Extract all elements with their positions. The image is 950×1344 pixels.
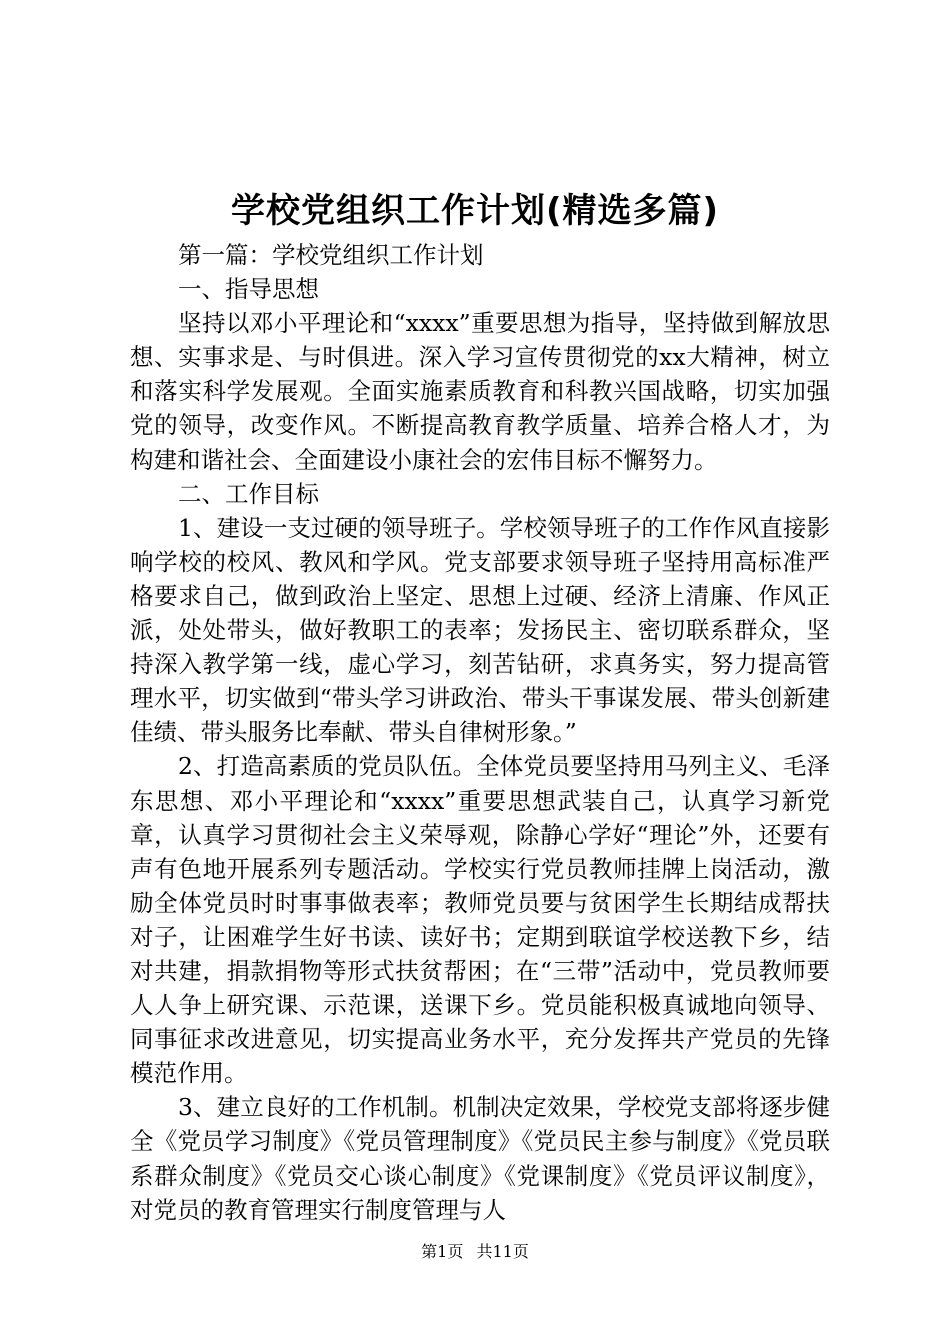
section-heading-work-goals: 二、工作目标 xyxy=(178,479,319,508)
paragraph-goal-party-members: 2、打造高素质的党员队伍。全体党员要坚持用马列主义、毛泽东思想、邓小平理论和“xxxx”重要思想武装自己，认真学习新党章，认真学习贯彻社会主义荣辱观，除静心学好“理论”外，还要有声有色地开展系列专题活动。学校实行党员教师挂牌上岗活动，激励全体党员时时事事做表率；教师党员要与贫困学生长期结成帮扶对子，让困难学生好书读、读好书；定期到联谊学校送教下乡，结对共建，捐款捐物等形式扶贫帮困；在“三带”活动中，党员教师要人人争上研究课、示范课，送课下乡。党员能积极真诚地向领导、同事征求改进意见，切实提高业务水平，充分发挥共产党员的先锋模范作用。 xyxy=(130,752,830,1088)
page-total: 共11页 xyxy=(476,1242,529,1261)
section-heading-part-one: 第一篇：学校党组织工作计划 xyxy=(178,241,484,269)
section-heading-guiding-thought: 一、指导思想 xyxy=(178,275,319,304)
paragraph-goal-leadership: 1、建设一支过硬的领导班子。学校领导班子的工作作风直接影响学校的校风、教风和学风。党支部要求领导班子坚持用高标准严格要求自己，做到政治上坚定、思想上过硬、经济上清廉、作风正派，处处带头，做好教职工的表率；发扬民主、密切联系群众，坚持深入教学第一线，虚心学习，刻苦钻研，求真务实，努力提高管理水平，切实做到“带头学习讲政治、带头干事谋发展、带头创新建佳绩、带头服务比奉献、带头自律树形象。” xyxy=(130,513,830,747)
document-title: 学校党组织工作计划(精选多篇) xyxy=(230,191,720,231)
page-number: 第1页 xyxy=(421,1242,464,1261)
paragraph-goal-mechanism: 3、建立良好的工作机制。机制决定效果，学校党支部将逐步健全《党员学习制度》《党员管理制度》《党员民主参与制度》《党员联系群众制度》《党员交心谈心制度》《党课制度》《党员评议制度》，对党员的教育管理实行制度管理与人 xyxy=(130,1093,830,1224)
page-footer xyxy=(0,1240,950,1264)
document-body xyxy=(130,238,830,1227)
paragraph-guiding-thought: 坚持以邓小平理论和“xxxx”重要思想为指导，坚持做到解放思想、实事求是、与时俱进。深入学习宣传贯彻党的xx大精神，树立和落实科学发展观。全面实施素质教育和科教兴国战略，切实加强党的领导，改变作风。不断提高教育教学质量、培养合格人才，为构建和谐社会、全面建设小康社会的宏伟目标不懈努力。 xyxy=(130,309,830,474)
